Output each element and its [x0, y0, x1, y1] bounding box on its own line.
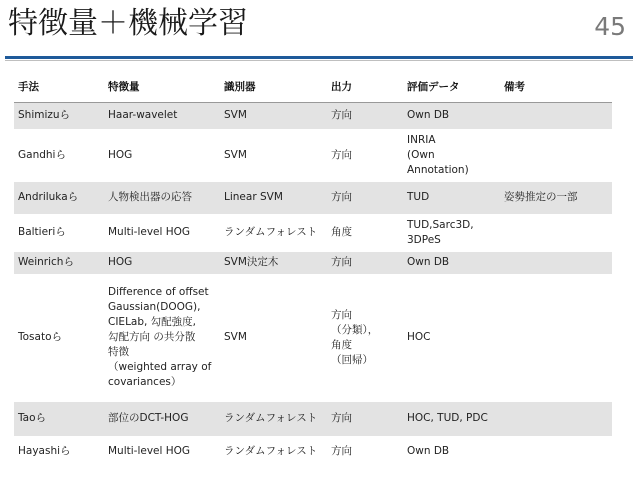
table-row: [14, 252, 612, 274]
table-row: [14, 129, 612, 182]
cell-eval-data: TUD,Sarc3D, 3DPeS: [403, 214, 500, 252]
cell-notes: [500, 103, 612, 129]
cell-notes: [500, 129, 612, 182]
cell-eval-data: TUD: [403, 182, 500, 214]
cell-classifier: ランダムフォレスト: [220, 214, 327, 252]
cell-eval-data: INRIA (Own Annotation): [403, 129, 500, 182]
cell-output: 方向: [327, 252, 403, 274]
header-output: 出力: [327, 71, 403, 103]
header-classifier: 識別器: [220, 71, 327, 103]
cell-method: Shimizuら: [14, 103, 104, 129]
cell-classifier: Linear SVM: [220, 182, 327, 214]
cell-classifier: SVM決定木: [220, 252, 327, 274]
cell-notes: [500, 214, 612, 252]
header-eval-data: 評価データ: [403, 71, 500, 103]
cell-eval-data: HOC, TUD, PDC: [403, 402, 500, 436]
table-row: [14, 436, 612, 468]
cell-feature: Haar-wavelet: [104, 103, 220, 129]
cell-method: Gandhiら: [14, 129, 104, 182]
table-row: [14, 103, 612, 129]
table-header-row: [14, 71, 612, 103]
cell-feature: HOG: [104, 129, 220, 182]
title-underline-thin: [5, 60, 633, 61]
table-row: [14, 402, 612, 436]
cell-classifier: SVM: [220, 103, 327, 129]
cell-output: 方向: [327, 436, 403, 468]
cell-method: Tosatoら: [14, 274, 104, 402]
cell-classifier: ランダムフォレスト: [220, 436, 327, 468]
cell-output: 方向: [327, 129, 403, 182]
cell-notes: [500, 436, 612, 468]
table-row: [14, 214, 612, 252]
cell-output: 方向 （分類）， 角度 （回帰）: [327, 274, 403, 402]
header-method: 手法: [14, 71, 104, 103]
slide-title: 特徴量＋機械学習: [8, 6, 248, 41]
cell-feature: HOG: [104, 252, 220, 274]
cell-feature: 部位のDCT-HOG: [104, 402, 220, 436]
cell-method: Baltieriら: [14, 214, 104, 252]
cell-notes: [500, 252, 612, 274]
cell-feature: 人物検出器の応答: [104, 182, 220, 214]
page-number: 45: [594, 12, 626, 41]
cell-output: 方向: [327, 182, 403, 214]
cell-eval-data: Own DB: [403, 103, 500, 129]
table-row: [14, 182, 612, 214]
cell-eval-data: HOC: [403, 274, 500, 402]
cell-eval-data: Own DB: [403, 436, 500, 468]
cell-feature: Multi-level HOG: [104, 214, 220, 252]
title-underline: [5, 56, 633, 59]
cell-notes: [500, 274, 612, 402]
cell-eval-data: Own DB: [403, 252, 500, 274]
cell-classifier: SVM: [220, 274, 327, 402]
cell-classifier: SVM: [220, 129, 327, 182]
cell-feature: Multi-level HOG: [104, 436, 220, 468]
cell-feature: Difference of offset Gaussian(DOOG), CIELab, 勾配強度, 勾配方向 の共分散 特徴 （weighted array of covariances）: [104, 274, 220, 402]
cell-notes: [500, 402, 612, 436]
cell-method: Weinrichら: [14, 252, 104, 274]
cell-method: Taoら: [14, 402, 104, 436]
cell-output: 方向: [327, 402, 403, 436]
table-row: [14, 274, 612, 402]
cell-classifier: ランダムフォレスト: [220, 402, 327, 436]
header-notes: 備考: [500, 71, 612, 103]
cell-notes: 姿勢推定の一部: [500, 182, 612, 214]
cell-method: Hayashiら: [14, 436, 104, 468]
methods-table: [14, 71, 612, 468]
cell-output: 方向: [327, 103, 403, 129]
header-feature: 特徴量: [104, 71, 220, 103]
cell-output: 角度: [327, 214, 403, 252]
cell-method: Andrilukaら: [14, 182, 104, 214]
